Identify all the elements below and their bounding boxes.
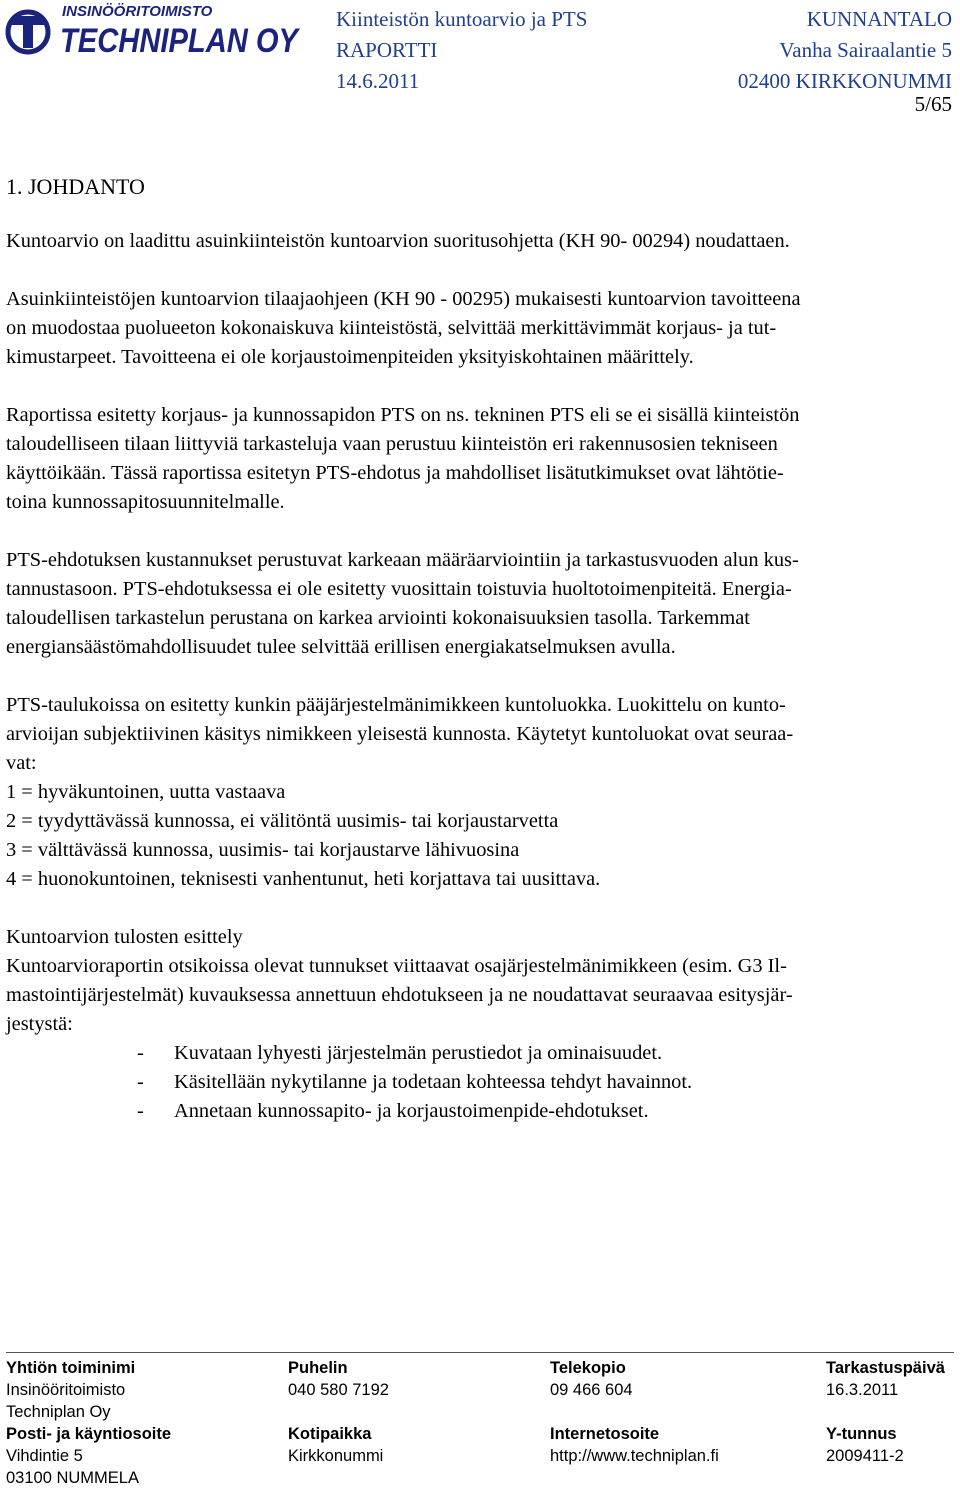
paragraph-5: [6, 691, 953, 894]
paragraph-line: Raportissa esitetty korjaus- ja kunnossapidon PTS on ns. tekninen PTS eli se ei sisällä kiinteistön: [6, 404, 800, 426]
footer-value: Techniplan Oy: [6, 1403, 111, 1421]
doc-date: 14.6.2011: [336, 69, 420, 93]
list-item-text: Käsitellään nykytilanne ja todetaan kohteessa tehdyt havainnot.: [174, 1071, 693, 1093]
paragraph-line: on muodostaa puolueeton kokonaiskuva kiinteistöstä, selvittää merkittävimmät korjaus- ja tut-: [6, 317, 777, 339]
condition-class-2: 2 = tyydyttävässä kunnossa, ei välitöntä uusimis- tai korjaustarvetta: [6, 810, 559, 832]
footer-value: 03100 NUMMELA: [6, 1469, 139, 1487]
section-heading: 1. JOHDANTO: [6, 174, 145, 199]
footer-value: 040 580 7192: [288, 1381, 389, 1399]
footer-spacer: [288, 1401, 389, 1423]
footer-value: 2009411-2: [826, 1447, 904, 1465]
paragraph-line: Kuntoarvioraportin otsikoissa olevat tunnukset viittaavat osajärjestelmänimikkeen (esim. G3 Il-: [6, 955, 787, 977]
doc-title: Kiinteistön kuntoarvio ja PTS: [336, 7, 588, 31]
footer-company-column: [6, 1357, 171, 1489]
list-item-text: Annetaan kunnossapito- ja korjaustoimenpide-ehdotukset.: [174, 1100, 649, 1122]
paragraph-line: toina kunnossapitosuunnitelmalle.: [6, 491, 285, 513]
paragraph-2: [6, 285, 953, 372]
document-body: [6, 172, 953, 1126]
list-item: [137, 1068, 953, 1097]
subheading-results: Kuntoarvion tulosten esittely: [6, 926, 243, 948]
paragraph-line: taloudellisen tarkastelun perustana on karkea arviointi kokonaisuuksien tasolla. Tarkemmat: [6, 607, 750, 629]
page-footer: [0, 1352, 960, 1487]
logo-emblem-icon: [8, 12, 48, 52]
list-dash: -: [137, 1100, 144, 1122]
paragraph-line: vat:: [6, 752, 37, 774]
paragraph-line: käyttöikään. Tässä raportissa esitetyn PTS-ehdotus ja mahdolliset lisätutkimukset ovat lähtötie-: [6, 462, 784, 484]
list-item: [137, 1097, 953, 1126]
paragraph-line: Kuntoarvio on laadittu asuinkiinteistön kuntoarvion suoritusohjetta (KH 90- 00294) noudattaen.: [6, 230, 790, 252]
company-logo: [6, 2, 302, 62]
postal-address: 02400 KIRKKONUMMI: [737, 69, 952, 93]
street-address: Vanha Sairaalantie 5: [779, 38, 952, 62]
paragraph-line: kimustarpeet. Tavoitteena ei ole korjaustoimenpiteiden yksityiskohtainen määrittely.: [6, 346, 694, 368]
paragraph-line: mastointijärjestelmät) kuvauksessa annettuun ehdotukseen ja ne noudattavat seuraavaa esitysjär-: [6, 984, 793, 1006]
header-site-info: [738, 4, 952, 97]
paragraph-line: energiansäästömahdollisuudet tulee selvittää erillisen energiakatselmuksen avulla.: [6, 636, 676, 658]
footer-value: Vihdintie 5: [6, 1447, 83, 1465]
footer-label: Posti- ja käyntiosoite: [6, 1425, 172, 1443]
paragraph-line: taloudelliseen tilaan liittyviä tarkasteluja vaan perustuu kiinteistön eri rakennusosien tekniseen: [6, 433, 778, 455]
logo-line1: INSINÖÖRITOIMISTO: [62, 3, 213, 20]
paragraph-line: jestystä:: [6, 1013, 73, 1035]
paragraph-line: tannustasoon. PTS-ehdotuksessa ei ole esitetty vuosittain toistuvia huoltotoimenpiteitä. Energia-: [6, 578, 792, 600]
footer-label: Puhelin: [288, 1359, 348, 1377]
list-item: [137, 1039, 953, 1068]
footer-label: Kotipaikka: [288, 1425, 372, 1443]
condition-class-3: 3 = välttävässä kunnossa, uusimis- tai korjaustarve lähivuosina: [6, 839, 520, 861]
footer-label: Internetosoite: [550, 1425, 660, 1443]
condition-class-1: 1 = hyväkuntoinen, uutta vastaava: [6, 781, 286, 803]
doc-type: RAPORTTI: [336, 38, 438, 62]
list-item-text: Kuvataan lyhyesti järjestelmän perustiedot ja ominaisuudet.: [174, 1042, 663, 1064]
header-document-info: [336, 4, 587, 97]
presentation-order-list: [6, 1039, 953, 1126]
paragraph-1: [6, 227, 953, 256]
paragraph-6: [6, 923, 953, 1039]
footer-inspection-column: [826, 1357, 945, 1467]
footer-label: Y-tunnus: [826, 1425, 897, 1443]
footer-spacer: [550, 1401, 719, 1423]
footer-phone-column: [288, 1357, 389, 1467]
footer-label: Tarkastuspäivä: [826, 1359, 945, 1377]
footer-divider: [6, 1352, 954, 1353]
list-dash: -: [137, 1042, 144, 1064]
footer-label: Telekopio: [550, 1359, 626, 1377]
paragraph-line: PTS-taulukoissa on esitetty kunkin pääjärjestelmänimikkeen kuntoluokka. Luokittelu on kunto-: [6, 694, 786, 716]
paragraph-3: [6, 401, 953, 517]
building-name: KUNNANTALO: [806, 7, 952, 31]
paragraph-4: [6, 546, 953, 662]
footer-fax-column: [550, 1357, 719, 1467]
logo-line2: TECHNIPLAN OY: [60, 22, 301, 60]
condition-class-4: 4 = huonokuntoinen, teknisesti vanhentunut, heti korjattava tai uusittava.: [6, 868, 601, 890]
list-dash: -: [137, 1071, 144, 1093]
paragraph-line: arvioijan subjektiivinen käsitys nimikkeen yleisestä kunnosta. Käytetyt kuntoluokat ovat seuraa-: [6, 723, 794, 745]
footer-spacer: [826, 1401, 945, 1423]
footer-website-link[interactable]: http://www.techniplan.fi: [550, 1447, 719, 1465]
footer-value: Kirkkonummi: [288, 1447, 384, 1465]
paragraph-line: PTS-ehdotuksen kustannukset perustuvat karkeaan määräarviointiin ja tarkastusvuoden alun kus-: [6, 549, 799, 571]
footer-value: 16.3.2011: [826, 1381, 899, 1399]
footer-value: Insinööritoimisto: [6, 1381, 126, 1399]
footer-label: Yhtiön toiminimi: [6, 1359, 136, 1377]
page-number: 5/65: [914, 92, 952, 116]
footer-value: 09 466 604: [550, 1381, 633, 1399]
paragraph-line: Asuinkiinteistöjen kuntoarvion tilaajaohjeen (KH 90 - 00295) mukaisesti kuntoarvion tavoitteena: [6, 288, 801, 310]
